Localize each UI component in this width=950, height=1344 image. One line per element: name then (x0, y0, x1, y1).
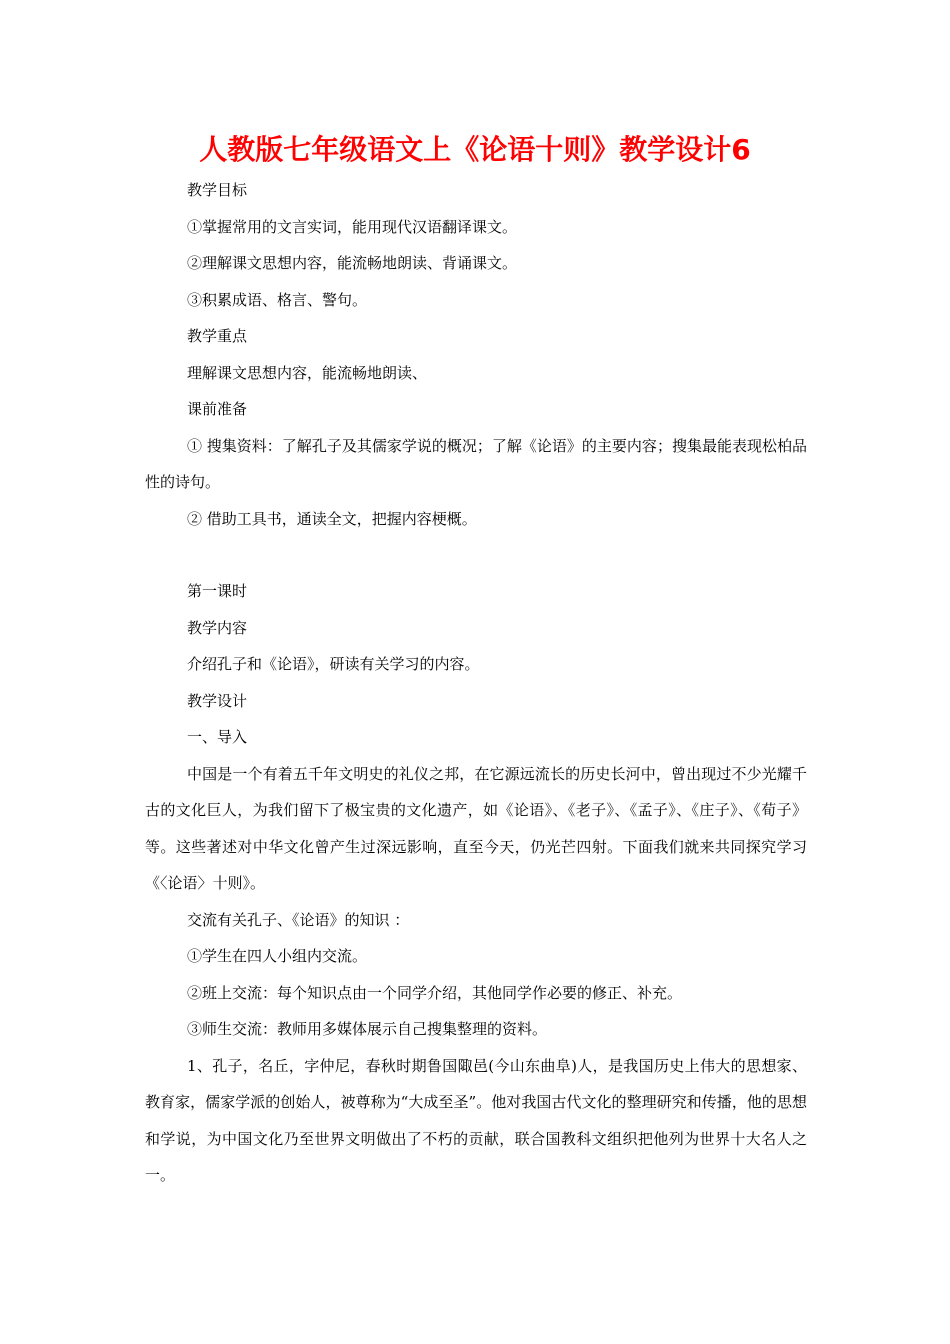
goal-item-2: ②理解课文思想内容，能流畅地朗读、背诵课文。 (187, 254, 518, 272)
heading-introduction: 一、导入 (187, 728, 248, 746)
exchange-item-2: ②班上交流：每个知识点由一个同学介绍，其他同学作必要的修正、补充。 (187, 983, 683, 1002)
exchange-intro: 交流有关孔子、《论语》的知识 ： (187, 910, 410, 929)
heading-teaching-content: 教学内容 (187, 618, 248, 637)
exchange-item-1: ①学生在四人小组内交流。 (187, 947, 368, 965)
focus-text: 理解课文思想内容，能流畅地朗读、 (187, 363, 428, 382)
introduction-text: 中国是一个有着五千年文明史的礼仪之邦，在它源远流长的历史长河中，曾出现过不少光耀千古的文化巨人，为我们留下了极宝贵的文化遗产，如《论语》、《老子》、《孟子》、《庄子》、《荀子》等。这些著述对中华文化曾产生过深远影响，直至今天，仍光芒四射。下面我们就来共同探究学习《〈论语〉十则》。 (145, 764, 807, 892)
goal-item-3: ③积累成语、格言、警句。 (187, 290, 368, 309)
document-title: 人教版七年级语文上《论语十则》教学设计6 (199, 133, 751, 166)
exchange-item-3: ③师生交流：教师用多媒体展示自己搜集整理的资料。 (187, 1020, 548, 1038)
content-text: 介绍孔子和《论语》，研读有关学习的内容。 (187, 655, 480, 673)
document-body (145, 172, 807, 1194)
confucius-bio: 1、孔子，名丘，字仲尼，春秋时期鲁国陬邑(今山东曲阜)人，是我国历史上伟大的思想家、教育家，儒家学派的创始人，被尊称为“大成至圣”。他对我国古代文化的整理研究和传播，他的思想和学说，为中国文化乃至世界文明做出了不朽的贡献，联合国教科文组织把他列为世界十大名人之一。 (145, 1056, 807, 1184)
heading-first-lesson: 第一课时 (187, 582, 248, 600)
heading-teaching-focus: 教学重点 (187, 327, 248, 345)
preparation-item-2: ② 借助工具书，通读全文，把握内容梗概。 (187, 509, 477, 528)
heading-teaching-goals: 教学目标 (187, 181, 248, 199)
heading-teaching-design: 教学设计 (187, 691, 248, 710)
heading-preparation: 课前准备 (187, 400, 248, 418)
preparation-item-1: ① 搜集资料：了解孔子及其儒家学说的概况；了解《论语》的主要内容；搜集最能表现松柏品性的诗句。 (145, 436, 807, 491)
goal-item-1: ①掌握常用的文言实词，能用现代汉语翻译课文。 (187, 217, 518, 236)
